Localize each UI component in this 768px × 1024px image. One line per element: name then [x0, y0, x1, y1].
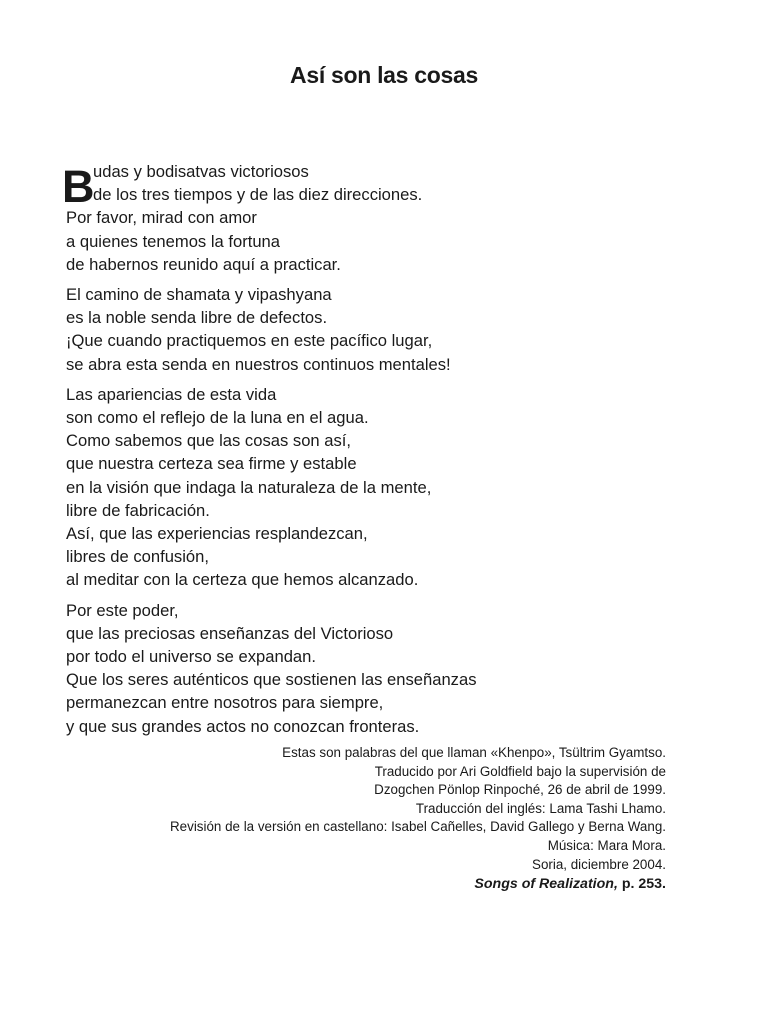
poem-line: en la visión que indaga la naturaleza de la mente,: [66, 477, 432, 497]
stanza-2: [66, 283, 706, 376]
credits: [170, 744, 666, 894]
credit-line: Traducción del inglés: Lama Tashi Lhamo.: [415, 800, 666, 816]
credit-line: Estas son palabras del que llaman «Khenpo», Tsültrim Gyamtso.: [282, 745, 666, 760]
poem-line: a quienes tenemos la fortuna: [66, 231, 281, 251]
poem-line: libre de fabricación.: [66, 500, 210, 520]
poem-line: Por este poder,: [66, 600, 179, 620]
poem-line: se abra esta senda en nuestros continuos mentales!: [66, 354, 451, 374]
poem-line: y que sus grandes actos no conozcan fronteras.: [66, 716, 420, 736]
poem-line: por todo el universo se expandan.: [66, 647, 317, 667]
poem-line: permanezcan entre nosotros para siempre,: [66, 693, 384, 713]
poem-line: al meditar con la certeza que hemos alcanzado.: [66, 570, 419, 590]
poem-line: es la noble senda libre de defectos.: [66, 308, 328, 328]
poem-line: que nuestra certeza sea firme y estable: [66, 454, 357, 474]
credit-line: Música: Mara Mora.: [547, 837, 666, 853]
source-citation: [170, 875, 666, 894]
stanza-4: [66, 599, 706, 738]
poem-line: que las preciosas enseñanzas del Victorioso: [66, 623, 394, 643]
credit-line: Dzogchen Pönlop Rinpoché, 26 de abril de 1999.: [374, 782, 666, 798]
poem-line: de los tres tiempos y de las diez direcciones.: [93, 185, 423, 205]
source-page: p. 253.: [617, 876, 666, 893]
poem-line: libres de confusión,: [66, 547, 209, 567]
poem-line: Como sabemos que las cosas son así,: [66, 431, 352, 451]
poem-line: El camino de shamata y vipashyana: [66, 285, 332, 305]
poem: [62, 160, 706, 745]
credit-line: Revisión de la versión en castellano: Isabel Cañelles, David Gallego y Berna Wang.: [170, 819, 666, 835]
poem-line: Por favor, mirad con amor: [66, 208, 257, 228]
poem-line: ¡Que cuando practiquemos en este pacífico lugar,: [66, 331, 433, 351]
source-title: Songs of Realization,: [474, 876, 618, 893]
stanza-1: [62, 160, 706, 276]
credit-line: Soria, diciembre 2004.: [532, 856, 666, 872]
poem-line: son como el reflejo de la luna en el agua.: [66, 408, 369, 428]
stanza-3: [66, 383, 706, 592]
poem-line: de habernos reunido aquí a practicar.: [66, 254, 341, 274]
poem-line: Las apariencias de esta vida: [66, 384, 277, 404]
credit-line: Traducido por Ari Goldfield bajo la supervisión de: [374, 763, 666, 779]
poem-line-text: udas y bodisatvas victoriosos: [93, 162, 309, 181]
poem-line: Así, que las experiencias resplandezcan,: [66, 524, 368, 544]
page-title: Así son las cosas: [290, 62, 478, 88]
drop-cap: B: [62, 161, 95, 212]
poem-line: Que los seres auténticos que sostienen las enseñanzas: [66, 670, 477, 690]
